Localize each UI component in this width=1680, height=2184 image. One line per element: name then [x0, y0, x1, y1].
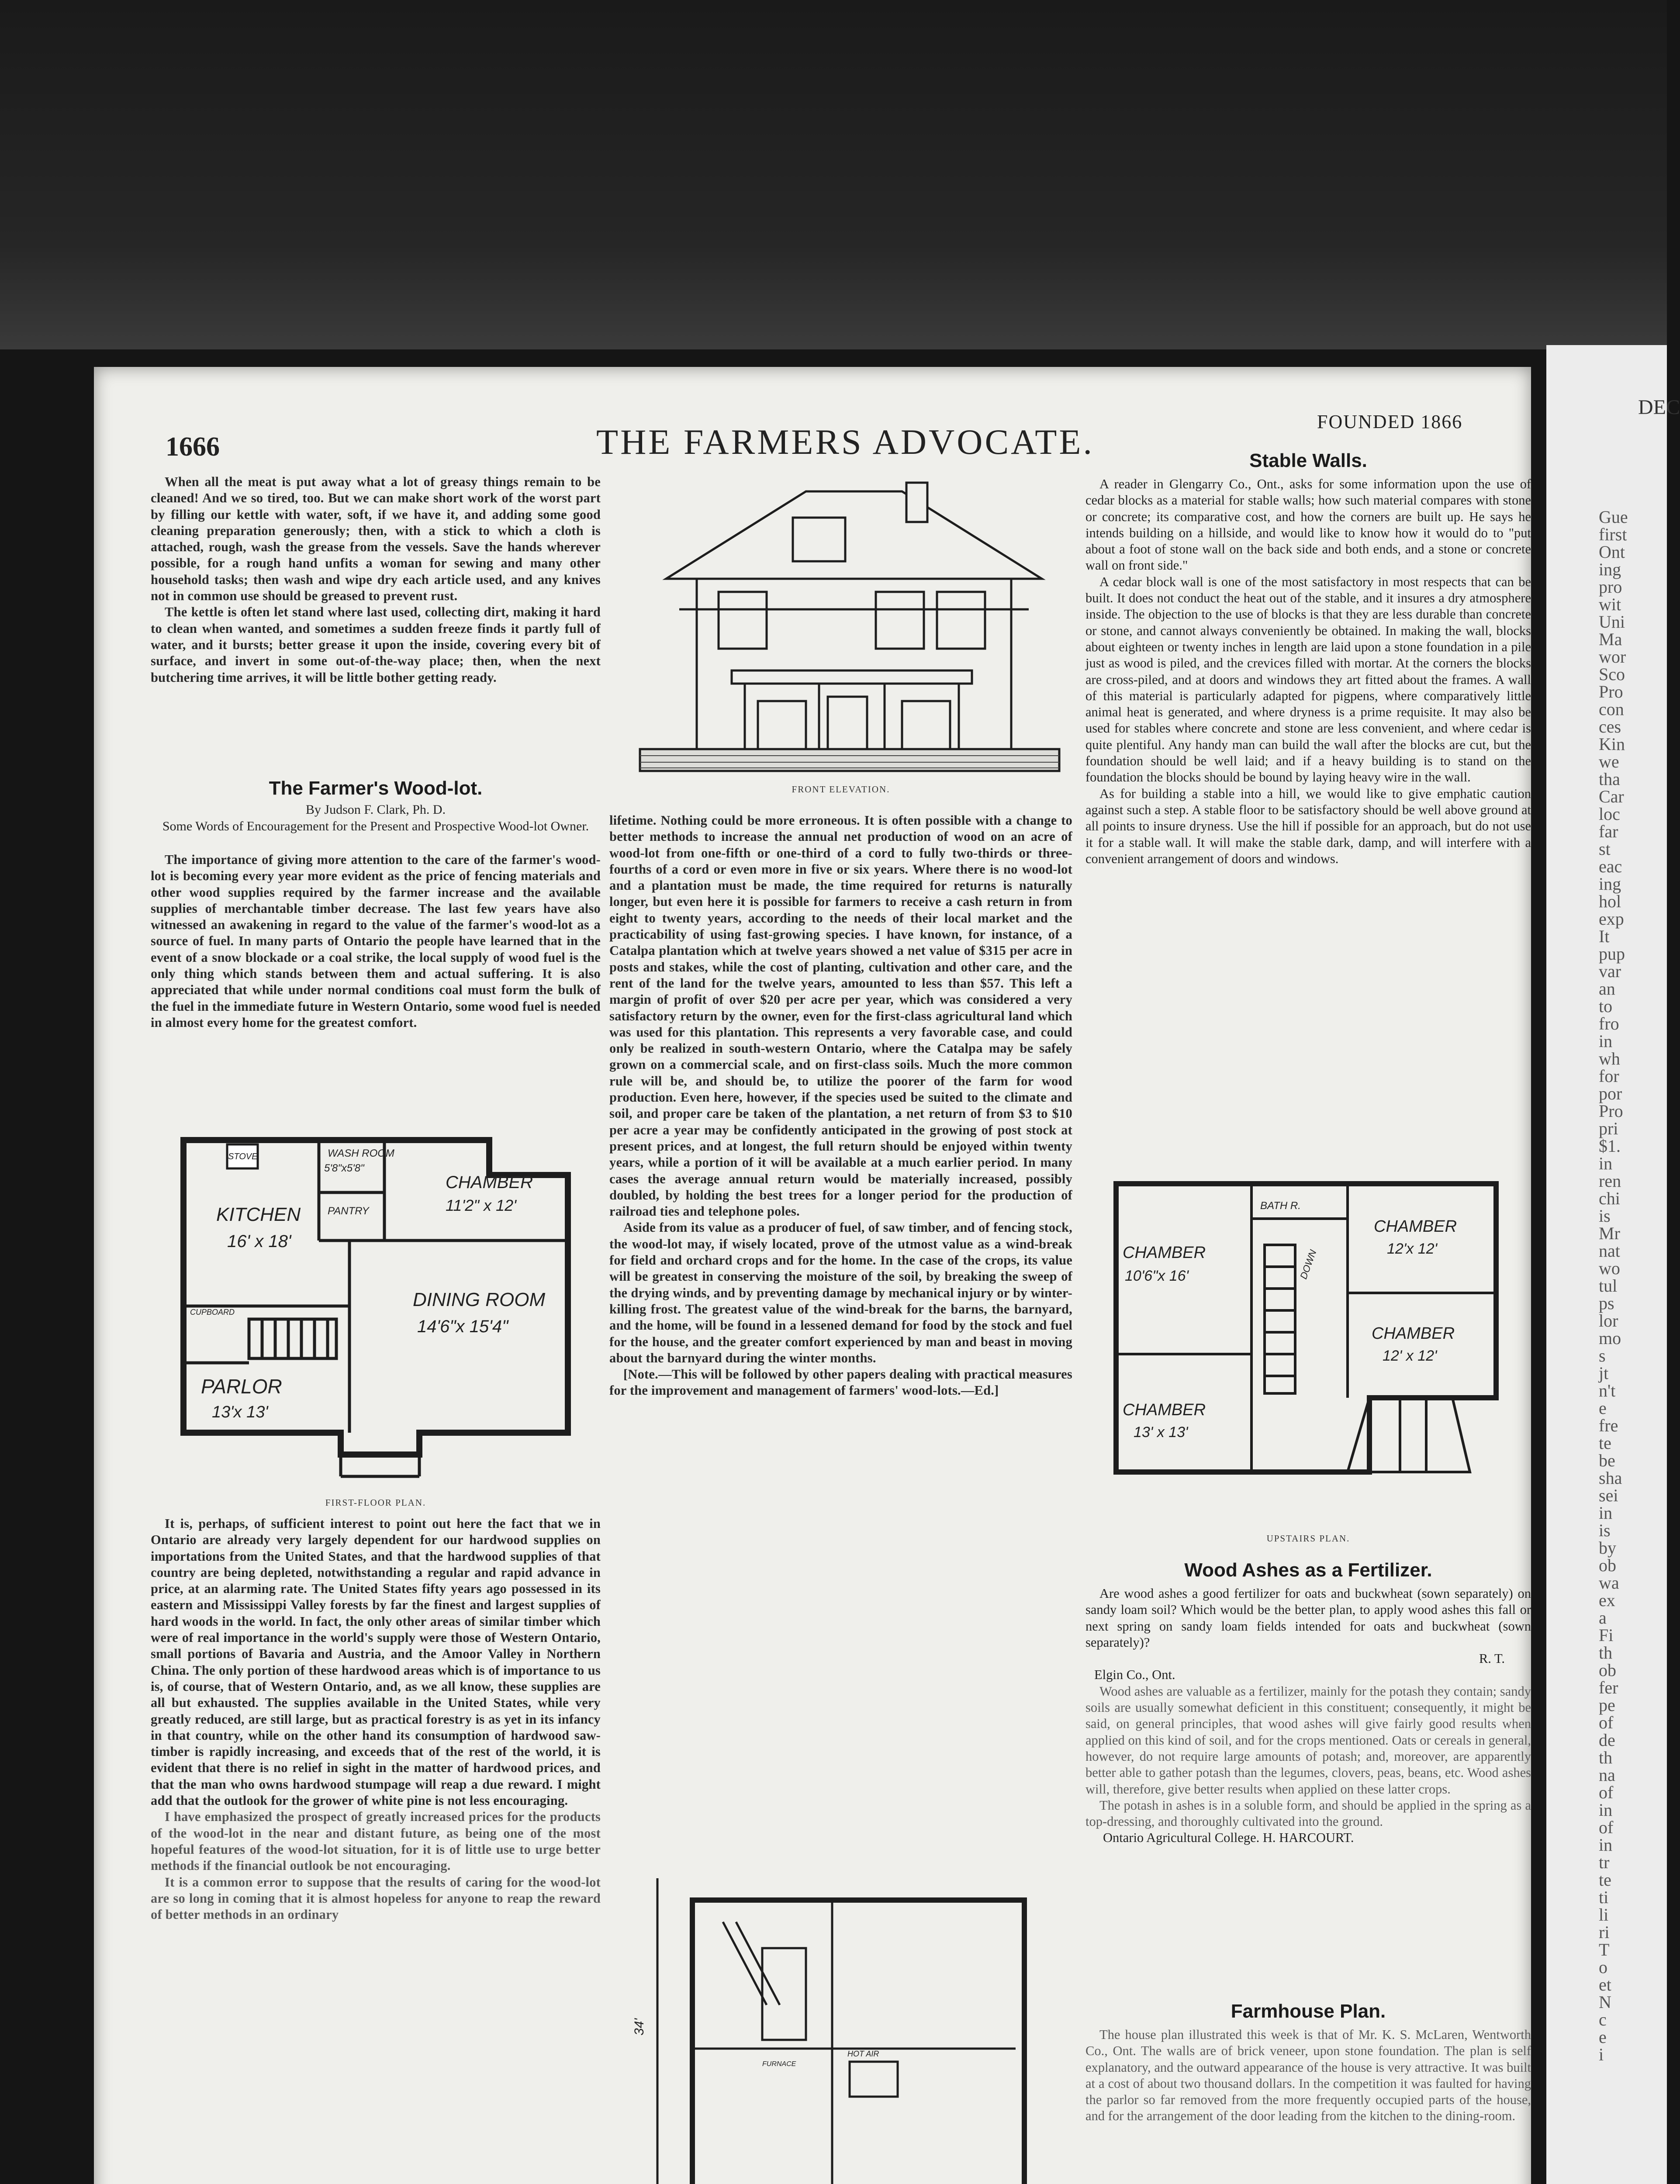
adjacent-page-fragment: Fi [1599, 1625, 1614, 1645]
paragraph: The importance of giving more attention to the care of the farmer's wood-lot is becoming every year more evident as the price of fencing materials and other wood supplies required by the farmer increase and the available supplies of merchantable timber decrease. The last few years have also witnessed an awakening in regard to the value of the farmer's wood-lot as a source of fuel. In many parts of Ontario the people have learned that in the event of a snow blockade or a coal strike, the local supply of wood fuel is the only thing which stands between them and actual suffering. It is also appreciated that while under normal conditions coal must form the bulk of the fuel in the immediate future in Western Ontario, some wood fuel is needed in almost every home for the greatest comfort. [151, 852, 601, 1030]
paragraph: The kettle is often let stand where last used, collecting dirt, making it hard to clean when wanted, and sometimes a sudden freeze finds it partly full of water, and it bursts; better grease it upon the inside, covering every bit of surface, and invert in some out-of-the-way place; then, when the next butchering time arrives, it will be little bother getting ready. [151, 605, 601, 685]
adjacent-page-fragment: ren [1599, 1171, 1621, 1191]
adjacent-page-fragment: in [1599, 1031, 1613, 1051]
adjacent-page-fragment: Ma [1599, 629, 1622, 649]
kitchen-label: KITCHEN [216, 1204, 301, 1225]
adjacent-page-fragment: te [1599, 1433, 1611, 1453]
adjacent-page-fragment: fre [1599, 1416, 1618, 1435]
kitchen-size: 16' x 18' [227, 1232, 291, 1251]
chamber-b-size: 12'x 12' [1387, 1241, 1438, 1257]
adjacent-page-fragment: by [1599, 1538, 1616, 1558]
adjacent-page-fragment: is [1599, 1206, 1611, 1226]
adjacent-page-fragment: wit [1599, 594, 1621, 614]
founded-label: FOUNDED 1866 [1317, 411, 1463, 432]
wash-room-label: WASH ROOM [328, 1147, 394, 1159]
adjacent-page-fragment: N [1599, 1992, 1611, 2012]
adjacent-page-fragment: lor [1599, 1311, 1618, 1330]
adjacent-page-fragment: Sco [1599, 664, 1625, 684]
adjacent-page-fragment: por [1599, 1084, 1622, 1103]
adjacent-page-fragment: a [1599, 1608, 1607, 1628]
film-border-top [0, 0, 1667, 349]
stove-label: STOVE [228, 1152, 258, 1161]
adjacent-page-fragment: ex [1599, 1590, 1615, 1610]
first-floor-plan [175, 1127, 585, 1485]
adjacent-page-fragment: con [1599, 699, 1624, 719]
adjacent-page-fragment: tha [1599, 769, 1620, 789]
newspaper-page [94, 367, 1531, 2184]
paragraph: As for building a stable into a hill, we would like to give emphatic caution against such a step. A stable floor to be satisfactory should be well above ground at all points to insure dryness. Use the hill if possible for an approach, but do not use it for a stable wall. It will make the stable dark, damp, and will interfere with a convenient arrangement of doors and windows. [1085, 786, 1531, 866]
adjacent-page-fragment: tul [1599, 1276, 1618, 1296]
adjacent-page-fragment: wh [1599, 1049, 1620, 1068]
wash-room-size: 5'8"x5'8" [324, 1162, 364, 1174]
pantry-label: PANTRY [328, 1205, 369, 1217]
basement-dim-left: 34' [632, 2018, 646, 2035]
wood-ashes-title: Wood Ashes as a Fertilizer. [1184, 1559, 1432, 1581]
stable-walls-title: Stable Walls. [1249, 450, 1367, 471]
paragraph: lifetime. Nothing could be more erroneous. It is often possible with a change to better methods to increase the annual net production of wood on an acre of wood-lot from one-fifth or one-third of a cord to fully two-thirds or three-fourths of a cord or even more in five or six years. Where there is no wood-lot and a plantation must be made, the time required for returns is naturally longer, but even here it is possible for farmers to receive a cash return in from eight to twenty years, according to the needs of their local market and the practicability of using fast-growing species. I have known, for instance, of a Catalpa plantation which at twelve years showed a net value of $315 per acre in posts and stakes, while the cost of planting, cultivation and other care, and the rent of the land for the twelve years, amounted to less than $57. This left a margin of profit of over $20 per acre per year, which was considered a very satisfactory return by the owner, even for the first-class agricultural land which was used for this plantation. This represents a very favorable case, and could only be realized in south-western Ontario, where the Catalpa may be safely grown on a commercial scale, and on first-class soils. Much the more common rule will be, and should be, to utilize the poorer of the farm for wood production. Even here, however, if the species used be suited to the climate and soil, and proper care be taken of the plantation, a net return of from $3 to $10 per acre a year may be confidently anticipated in the growing of post stock at present prices, and at longest, the full return should be enjoyed within twenty years, while a portion of it will be available at a much earlier period. In many cases the average annual return would be materially increased, possibly doubled, by holding the best trees for a longer period for the production of railroad ties and telephone poles. [609, 813, 1072, 1219]
adjacent-page-fragment: ing [1599, 560, 1621, 579]
adjacent-page-fragment: in [1599, 1835, 1613, 1855]
adjacent-page-fragment: ing [1599, 874, 1621, 894]
adjacent-page-fragment: pri [1599, 1119, 1618, 1138]
paragraph: A cedar block wall is one of the most satisfactory in most respects that can be built. It does not conduct the heat out of the stable, and it insures a dry atmosphere inside. The objection to the use of blocks is that they are less durable than concrete or stone, and cannot always conveniently be obtained. In making the wall, blocks about eighteen or twenty inches in length are laid upon a stone foundation in a pile just as wood is piled, and the crevices filled with mortar. At the corners the blocks are cross-piled, and at doors and windows they art fitted about the frames. A wall of this material is particularly adapted for pigpens, where comparatively little animal heat is generated, and where dryness is a prime requisite. It may also be used for stables where concrete and stone are less convenient, and where cedar is quite plentiful. Any handy man can build the wall after the blocks are cut, but the foundation should be well laid; and if a heavy building is to stand on the foundation the blocks should be bound by laying heavy wire in the wall. [1085, 574, 1531, 785]
chamber-a-size: 10'6"x 16' [1125, 1268, 1189, 1284]
adjacent-page-fragment: n't [1599, 1381, 1616, 1400]
adjacent-page-fragment: jt [1599, 1363, 1609, 1383]
adjacent-page-fragment: mo [1599, 1328, 1621, 1348]
chamber-label: CHAMBER [446, 1173, 533, 1192]
adjacent-page-fragment: ob [1599, 1660, 1616, 1680]
adjacent-page-fragment: of [1599, 1783, 1614, 1802]
adjacent-page-fragment: e [1599, 2027, 1607, 2047]
adjacent-page-fragment: pro [1599, 577, 1622, 597]
adjacent-page-fragment: fer [1599, 1678, 1618, 1697]
chamber-d-size: 13' x 13' [1134, 1424, 1188, 1441]
adjacent-page-fragment: Pro [1599, 682, 1623, 702]
butchering-article [151, 474, 601, 686]
adjacent-page-fragment: Kin [1599, 734, 1625, 754]
adjacent-page-fragment: loc [1599, 804, 1620, 824]
adjacent-page-fragment: Pro [1599, 1101, 1623, 1121]
cupboard-label: CUPBOARD [190, 1308, 235, 1317]
chamber-d-label: CHAMBER [1123, 1401, 1206, 1419]
question: Are wood ashes a good fertilizer for oats and buckwheat (sown separately) on sandy loam soil? Which would be the better plan, to apply wood ashes this fall or next spring on sandy loam fields intended for oats and buckwheat (sown separately)? [1085, 1586, 1531, 1650]
wood-ashes-article [1085, 1586, 1531, 1846]
woodlot-subtitle: Some Words of Encouragement for the Present and Prospective Wood-lot Owner. [162, 819, 589, 833]
adjacent-page-fragment: o [1599, 1957, 1607, 1977]
adjacent-page-fragment: ces [1599, 717, 1621, 736]
adjacent-page-fragment: te [1599, 1870, 1611, 1890]
adjacent-page-fragment: sha [1599, 1468, 1622, 1488]
adjacent-page-fragment: Mr [1599, 1223, 1620, 1243]
chamber-c-label: CHAMBER [1372, 1324, 1455, 1343]
adjacent-page-fragment: na [1599, 1765, 1615, 1785]
dining-room-size: 14'6"x 15'4" [417, 1317, 508, 1336]
adjacent-page-fragment: Ont [1599, 542, 1625, 562]
adjacent-page-header: DEC [1638, 396, 1680, 419]
furnace-label: FURNACE [762, 2060, 796, 2068]
editor-note: [Note.—This will be followed by other papers dealing with practical measures for the improvement and management of farmers' wood-lots.—Ed.] [609, 1367, 1072, 1398]
parlor-size: 13'x 13' [212, 1403, 268, 1421]
upstairs-caption: UPSTAIRS PLAN. [1266, 1533, 1350, 1544]
adjacent-page-fragment: st [1599, 839, 1611, 859]
paragraph: Wood ashes are valuable as a fertilizer, mainly for the potash they contain; sandy soils are usually somewhat deficient in this constituent; consequently, it might be said, on general principles, that wood ashes will give fairly good results when applied on this kind of soil, and for the crops mentioned. Oats or cereals in general, however, do not require large amounts of potash; and, moreover, are apparently better able to gather potash than the legumes, clovers, peas, beans, etc. Wood ashes will, therefore, give better results when applied on these latter crops. [1085, 1683, 1531, 1797]
chamber-b-label: CHAMBER [1374, 1217, 1457, 1236]
paragraph: Aside from its value as a producer of fuel, of saw timber, and of fencing stock, the wood-lot may, if wisely located, prove of the utmost value as a wind-break for field and orchard crops and for the home. In the case of the crops, its value will be greatest in conserving the moisture of the soil, by breaking the sweep of the drying winds, and by preventing damage by mechanical injury or by winter-killing frost. The greatest value of the wind-break for the barns, the barnyard, and the home, will be found in a lessened demand for food by the stock and fuel for the house, and the greater comfort experienced by man and beast in moving about the barnyard during the winter months. [609, 1220, 1072, 1365]
paragraph: A reader in Glengarry Co., Ont., asks for some information upon the use of cedar blocks as a material for stable walls; how such material compares with stone or concrete; its comparative cost, and how the corners are built up. He says he intends building on a hillside, and would like to know how it would do to "put about a foot of stone wall on the back side and both ends, and a stone or concrete wall on front side." [1085, 477, 1531, 573]
woodlot-intro [151, 852, 601, 1031]
adjacent-page-fragment: in [1599, 1800, 1613, 1820]
adjacent-page-fragment: exp [1599, 909, 1624, 929]
first-floor-caption: FIRST-FLOOR PLAN. [325, 1497, 426, 1508]
adjacent-page-fragment: Gue [1599, 507, 1628, 527]
adjacent-page-fragment: i [1599, 2045, 1604, 2064]
farmhouse-article [1085, 2027, 1531, 2125]
adjacent-page-fragment: It [1599, 926, 1610, 946]
adjacent-page-fragment: sei [1599, 1486, 1618, 1505]
adjacent-page-fragment: of [1599, 1818, 1614, 1837]
adjacent-page-fragment: $1. [1599, 1136, 1621, 1156]
paragraph: When all the meat is put away what a lot of greasy things remain to be cleaned! And we so tired, too. But we can make short work of the worst part by filling our kettle with water, soft, if we have it, and adding some good cleaning preparation generously; then, with a stick to which a cloth is attached, rough, wash the grease from the vessels. Save the hands wherever possible, for a rough hand unfits a woman for sewing and many other household tasks; then wash and wipe dry each article used, and any knives not in common use should be greased to prevent rust. [151, 474, 601, 604]
adjacent-page-fragment: ti [1599, 1887, 1609, 1907]
paragraph: It is a common error to suppose that the results of caring for the wood-lot are so long in coming that it is almost hopeless for anyone to reap the reward of better methods in an ordinary [151, 1874, 601, 1922]
stable-walls-article [1085, 476, 1531, 867]
bath-room-label: BATH R. [1260, 1200, 1301, 1212]
upstairs-plan [1103, 1166, 1518, 1524]
adjacent-page-fragment: tr [1599, 1852, 1610, 1872]
adjacent-page-fragment: to [1599, 996, 1613, 1016]
adjacent-page-fragment: first [1599, 525, 1627, 544]
adjacent-page-fragment: de [1599, 1730, 1615, 1750]
woodlot-col1-continued [151, 1516, 601, 1923]
adjacent-page [1546, 345, 1680, 2184]
answer-signature: Ontario Agricultural College. H. HARCOURT. [1103, 1830, 1354, 1845]
masthead-title: THE FARMERS ADVOCATE. [596, 422, 1094, 462]
adjacent-page-fragment: far [1599, 822, 1618, 841]
adjacent-page-fragment: ob [1599, 1555, 1616, 1575]
paragraph: The potash in ashes is in a soluble form, and should be applied in the spring as a top-dressing, and thoroughly cultivated into the ground. [1085, 1797, 1531, 1829]
adjacent-page-fragment: var [1599, 961, 1621, 981]
adjacent-page-fragment: in [1599, 1154, 1613, 1173]
woodlot-title: The Farmer's Wood-lot. [269, 778, 483, 799]
adjacent-page-fragment: we [1599, 752, 1619, 771]
adjacent-page-fragment: th [1599, 1643, 1613, 1662]
adjacent-page-fragment: T [1599, 1940, 1610, 1959]
adjacent-page-fragment: eac [1599, 857, 1622, 876]
adjacent-page-fragment: th [1599, 1748, 1613, 1767]
chamber-a-label: CHAMBER [1123, 1244, 1206, 1262]
adjacent-page-fragment: e [1599, 1398, 1607, 1418]
adjacent-page-fragment: in [1599, 1503, 1613, 1523]
parlor-label: PARLOR [201, 1375, 282, 1398]
page-number: 1666 [166, 432, 220, 462]
adjacent-page-fragment: et [1599, 1975, 1611, 1994]
paragraph: I have emphasized the prospect of greatly increased prices for the products of the wood-lot in the near and distant future, as being one of the most hopeful features of the wood-lot situation, for it is of little use to urge better methods if the financial outlook be not encouraging. [151, 1809, 601, 1873]
adjacent-page-fragment: li [1599, 1905, 1609, 1925]
adjacent-page-fragment: pe [1599, 1695, 1615, 1715]
adjacent-page-fragment: wa [1599, 1573, 1619, 1593]
adjacent-page-fragment: an [1599, 979, 1615, 999]
front-elevation-caption: FRONT ELEVATION. [792, 784, 890, 795]
chamber-size: 11'2" x 12' [446, 1196, 516, 1214]
woodlot-byline: By Judson F. Clark, Ph. D. [305, 802, 446, 817]
adjacent-page-fragment: of [1599, 1713, 1614, 1732]
question-place: Elgin Co., Ont. [1094, 1667, 1175, 1683]
adjacent-page-fragment: chi [1599, 1189, 1620, 1208]
question-signature: R. T. [1479, 1651, 1505, 1666]
front-elevation-drawing [631, 465, 1068, 780]
dining-room-label: DINING ROOM [413, 1289, 546, 1310]
adjacent-page-fragment: hol [1599, 892, 1621, 911]
basement-plan [622, 1861, 1059, 2184]
adjacent-page-fragment: is [1599, 1521, 1611, 1540]
adjacent-page-fragment: c [1599, 2010, 1607, 2029]
adjacent-page-fragment: for [1599, 1066, 1619, 1086]
paragraph: The house plan illustrated this week is that of Mr. K. S. McLaren, Wentworth Co., Ont. The walls are of brick veneer, upon stone foundation. The plan is self explanatory, and the outward appearance of the house is very attractive. It was built at a cost of about two thousand dollars. In the competition it was faulted for having the parlor so far removed from the more frequently occupied parts of the house, and for the arrangement of the door leading from the kitchen to the dining-room. [1085, 2027, 1531, 2124]
woodlot-col2 [609, 812, 1072, 1399]
adjacent-page-fragment: pup [1599, 944, 1625, 964]
adjacent-page-fragment: s [1599, 1346, 1606, 1365]
adjacent-page-fragment: nat [1599, 1241, 1620, 1261]
adjacent-page-fragment: Car [1599, 787, 1624, 806]
adjacent-page-fragment: Uni [1599, 612, 1625, 632]
hot-air-label: HOT AIR [847, 2049, 879, 2058]
chamber-c-size: 12' x 12' [1383, 1348, 1437, 1364]
farmhouse-title: Farmhouse Plan. [1231, 2001, 1386, 2022]
adjacent-page-fragment: wor [1599, 647, 1626, 667]
adjacent-page-fragment: fro [1599, 1014, 1619, 1033]
stairs-down-label: DOWN [1298, 1248, 1319, 1281]
adjacent-page-fragment: ri [1599, 1922, 1610, 1942]
paragraph: It is, perhaps, of sufficient interest to point out here the fact that we in Ontario are already very largely dependent for our hardwood supplies on importations from the United States, and that the hardwood supplies of that country are being depleted, notwithstanding a regular and rapid advance in price, at an alarming rate. The United States fifty years ago possessed in its eastern and Mississippi Valley forests by far the finest and largest supplies of hard woods in the world. In fact, the only other areas of similar timber which were of real importance in the world's supply were those of Western Ontario, small portions of Bavaria and Austria, and the Amoor Valley in Northern China. The only portion of these hardwood areas which is of importance to us is, of course, that of Western Ontario, and, as we all know, these supplies are all but exhausted. The supplies available in the United States, while very greatly reduced, are still large, but as practical forestry is as yet in its infancy in that country, while on the other hand its consumption of hardwood saw-timber is rapidly increasing, and exceeds that of the rest of the world, it is evident that there is no relief in sight in the matter of hardwood prices, and that the man who owns hardwood stumpage will reap a due reward. I might add that the outlook for the grower of white pine is not less encouraging. [151, 1516, 601, 1808]
adjacent-page-fragment: ps [1599, 1293, 1614, 1313]
adjacent-page-fragment: be [1599, 1451, 1615, 1470]
adjacent-page-fragment: wo [1599, 1258, 1620, 1278]
